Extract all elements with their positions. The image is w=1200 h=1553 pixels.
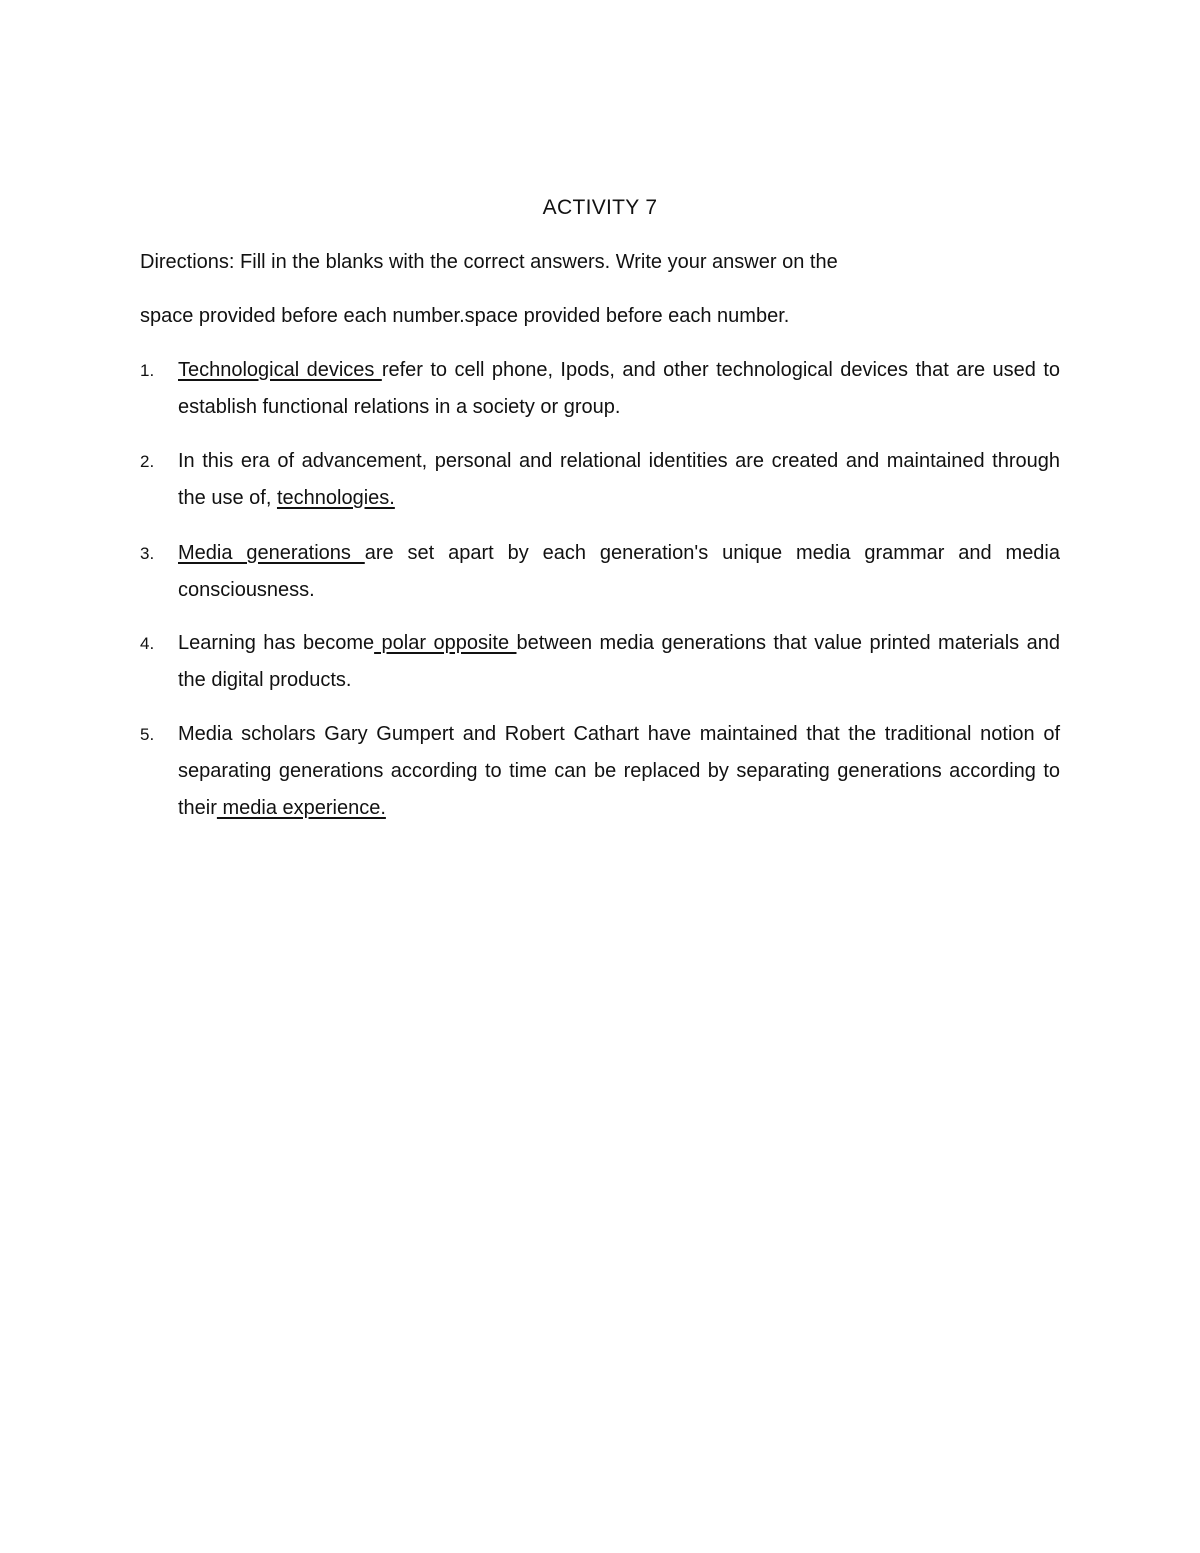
answer-blank: polar opposite	[374, 632, 517, 654]
item-text	[178, 535, 1060, 609]
directions-line-2: space provided before each number.space provided before each number.	[140, 305, 790, 327]
answer-blank: Technological devices	[178, 359, 382, 381]
item-number: 2.	[140, 452, 155, 471]
answer-blank: media experience.	[216, 797, 386, 819]
question-item-4	[140, 625, 1060, 699]
item-number: 3.	[140, 544, 155, 563]
answer-blank: Media generations	[178, 542, 365, 564]
item-text-after: are set apart by each generation's unique media grammar and media consciousness.	[178, 542, 1060, 601]
item-number: 4.	[140, 634, 155, 653]
question-item-3	[140, 535, 1060, 609]
directions-line-1: Directions: Fill in the blanks with the correct answers. Write your answer on the	[140, 251, 838, 273]
item-text-after: between media generations that value printed materials and the digital products.	[178, 632, 1060, 691]
question-item-1	[140, 352, 1060, 426]
item-text-before: In this era of advancement, personal and relational identities are created and maintained through the use of,	[178, 450, 1060, 509]
question-item-2	[140, 443, 1060, 517]
answer-blank: technologies.	[276, 487, 395, 509]
item-text-before: Media scholars Gary Gumpert and Robert Cathart have maintained that the traditional notion of separating generations according to time can be replaced by separating generations according to their	[178, 723, 1060, 819]
item-number: 5.	[140, 725, 155, 744]
item-text	[178, 625, 1060, 699]
item-number: 1.	[140, 361, 155, 380]
item-text-after: refer to cell phone, Ipods, and other technological devices that are used to establish functional relations in a society or group.	[178, 359, 1060, 418]
question-item-5	[140, 716, 1060, 827]
item-text-before: Learning has become	[178, 632, 375, 654]
item-text	[178, 443, 1060, 517]
page-title: ACTIVITY 7	[542, 196, 658, 219]
item-text	[178, 352, 1060, 426]
item-text	[178, 716, 1060, 827]
